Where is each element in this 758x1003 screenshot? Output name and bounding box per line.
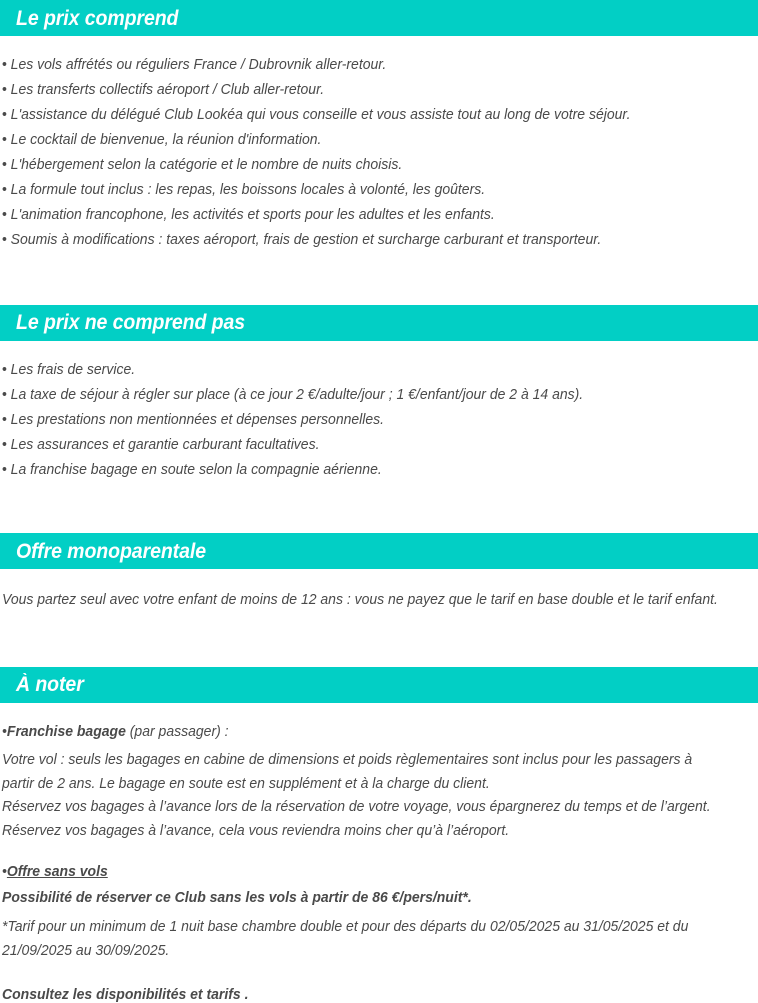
- bullet-icon: •: [2, 132, 7, 148]
- spacer: [0, 608, 758, 667]
- offre-sans-vols-label: Offre sans vols: [6, 864, 108, 880]
- bullet-icon: •: [2, 461, 7, 478]
- spacer: [2, 569, 754, 593]
- bullet-icon: •: [2, 232, 7, 248]
- inclusions-list: [2, 58, 754, 248]
- list-item: [2, 363, 728, 378]
- baggage-cheaper-note: Réservez vos bagages à l’avance, cela vous reviendra moins cher qu’à l’aéroport.: [2, 822, 510, 839]
- spacer: [2, 36, 754, 58]
- section-header-le-prix-comprend: [0, 0, 758, 36]
- bullet-icon: •: [2, 182, 7, 198]
- exclusions-list: [2, 363, 754, 478]
- bullet-icon: •: [2, 207, 7, 223]
- offre-sans-vols-heading: [2, 865, 728, 880]
- list-item-text: Les vols affrétés ou réguliers France / Dubrovnik aller-retour.: [10, 57, 387, 73]
- offre-sans-vols-conditions: *Tarif pour un minimum de 1 nuit base chambre double et pour des départs du 02/05/2025 au 31/05/2025 et du 21/09/2025 au 30/09/2025.: [2, 919, 689, 959]
- list-item: [2, 438, 728, 453]
- list-item-text: Le cocktail de bienvenue, la réunion d'information.: [10, 132, 322, 148]
- offre-monoparentale-paragraph: Vous partez seul avec votre enfant de moins de 12 ans : vous ne payez que le tarif en base double et le tarif enfant.: [2, 592, 718, 608]
- section-body-le-prix-comprend: [0, 36, 758, 248]
- section-title: Le prix ne comprend pas: [16, 311, 246, 334]
- list-item-text: L'animation francophone, les activités et sports pour les adultes et les enfants.: [10, 207, 495, 223]
- list-item-text: L'assistance du délégué Club Lookéa qui vous conseille et vous assiste tout au long de votre séjour.: [10, 107, 631, 123]
- franchise-bagage-heading: [2, 725, 728, 740]
- bullet-icon: •: [2, 436, 7, 453]
- franchise-bagage-qualifier: (par passager) :: [125, 723, 229, 740]
- spacer: [2, 843, 754, 865]
- bullet-icon: •: [2, 723, 7, 740]
- bullet-icon: •: [2, 361, 7, 378]
- list-item: [2, 388, 728, 403]
- list-item: [2, 233, 728, 248]
- spacer: [2, 703, 754, 725]
- list-item: [2, 208, 728, 223]
- list-item-text: Les prestations non mentionnées et dépenses personnelles.: [10, 411, 385, 428]
- section-title: À noter: [16, 673, 84, 696]
- baggage-prebook-note: Réservez vos bagages à l’avance lors de la réservation de votre voyage, vous épargnerez du temps et de l’argent.: [2, 799, 711, 815]
- bullet-icon: •: [2, 411, 7, 428]
- bullet-icon: •: [2, 82, 7, 98]
- list-item-text: La franchise bagage en soute selon la compagnie aérienne.: [10, 461, 382, 478]
- list-item-text: La taxe de séjour à régler sur place (à ce jour 2 €/adulte/jour ; 1 €/enfant/jour de 2 à 14 ans).: [10, 386, 584, 403]
- bullet-icon: •: [2, 57, 7, 73]
- spacer: [0, 248, 758, 305]
- section-title: Offre monoparentale: [16, 539, 206, 563]
- availability-and-rates-link[interactable]: Consultez les disponibilités et tarifs .: [2, 987, 249, 1003]
- list-item: [2, 133, 728, 148]
- list-item: [2, 108, 728, 123]
- list-item-text: Les transferts collectifs aéroport / Club aller-retour.: [10, 82, 325, 98]
- list-item-text: Soumis à modifications : taxes aéroport, frais de gestion et surcharge carburant et transporteur.: [10, 232, 602, 248]
- section-body-offre-monoparentale: [0, 569, 758, 608]
- spacer: [2, 341, 754, 363]
- bullet-icon: •: [2, 864, 7, 880]
- list-item: [2, 83, 728, 98]
- section-header-a-noter: [0, 667, 758, 703]
- bullet-icon: •: [2, 157, 7, 173]
- spacer: [0, 477, 758, 533]
- section-title: Le prix comprend: [16, 6, 179, 30]
- franchise-bagage-label: Franchise bagage: [6, 723, 126, 740]
- section-body-le-prix-ne-comprend-pas: [0, 341, 758, 478]
- list-item: [2, 183, 728, 198]
- list-item: [2, 463, 728, 478]
- list-item-text: Les assurances et garantie carburant facultatives.: [10, 436, 320, 453]
- list-item: [2, 413, 728, 428]
- list-item-text: La formule tout inclus : les repas, les boissons locales à volonté, les goûters.: [10, 182, 486, 198]
- list-item: [2, 58, 728, 73]
- list-item-text: L'hébergement selon la catégorie et le nombre de nuits choisis.: [10, 157, 403, 173]
- bullet-icon: •: [2, 386, 7, 403]
- offre-sans-vols-price: Possibilité de réserver ce Club sans les vols à partir de 86 €/pers/nuit*.: [2, 889, 472, 906]
- section-header-offre-monoparentale: [0, 533, 758, 569]
- section-header-le-prix-ne-comprend-pas: [0, 305, 758, 341]
- baggage-flight-note: Votre vol : seuls les bagages en cabine de dimensions et poids règlementaires sont inclus pour les passagers à partir de 2 ans. Le bagage en soute est en supplément et à la charge du client.: [2, 752, 693, 792]
- list-item-text: Les frais de service.: [10, 361, 136, 378]
- bullet-icon: •: [2, 107, 7, 123]
- section-body-a-noter: [0, 703, 758, 1003]
- spacer: [2, 963, 754, 988]
- list-item: [2, 158, 728, 173]
